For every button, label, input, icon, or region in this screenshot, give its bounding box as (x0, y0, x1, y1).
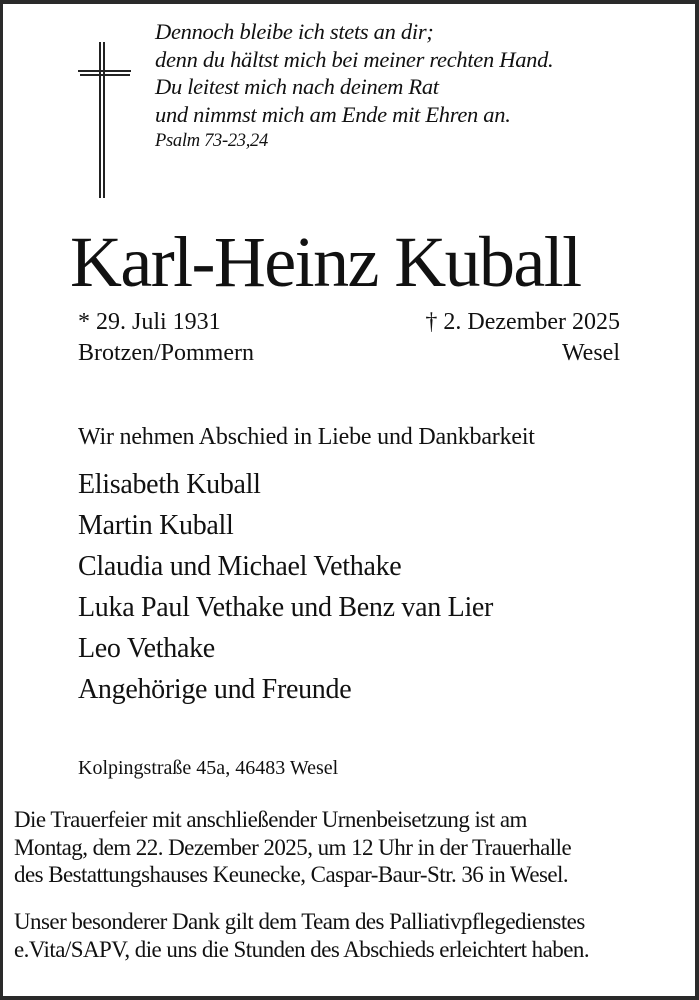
farewell-intro: Wir nehmen Abschied in Liebe und Dankbarkeit (78, 424, 535, 450)
thanks-line: Unser besonderer Dank gilt dem Team des Palliativpflegedienstes (14, 909, 585, 934)
mourner: Luka Paul Vethake und Benz van Lier (78, 592, 494, 623)
ceremony-line: Die Trauerfeier mit anschließender Urnenbeisetzung ist am (14, 807, 527, 832)
mourner: Leo Vethake (78, 633, 215, 664)
verse-line: Du leitest mich nach deinem Rat (155, 74, 439, 99)
verse-reference: Psalm 73-23,24 (155, 131, 268, 151)
mourner: Elisabeth Kuball (78, 469, 261, 500)
thanks-line: e.Vita/SAPV, die uns die Stunden des Abschieds erleichtert haben. (14, 936, 590, 962)
ceremony-info (14, 806, 571, 889)
ceremony-line: Montag, dem 22. Dezember 2025, um 12 Uhr in der Trauerhalle (14, 834, 572, 860)
mourner: Claudia und Michael Vethake (78, 551, 402, 582)
birth-date: * 29. Juli 1931 (78, 309, 221, 335)
family-address: Kolpingstraße 45a, 46483 Wesel (78, 757, 339, 779)
verse-line: Dennoch bleibe ich stets an dir; (155, 19, 434, 44)
birth-place: Brotzen/Pommern (78, 340, 254, 366)
death-place: Wesel (561, 340, 620, 366)
mourners-list (78, 464, 493, 710)
bible-verse (155, 18, 553, 154)
deceased-name: Karl-Heinz Kuball (70, 222, 581, 302)
death-date: † 2. Dezember 2025 (425, 309, 620, 335)
verse-line: denn du hältst mich bei meiner rechten Hand. (155, 46, 554, 72)
ceremony-line: des Bestattungshauses Keunecke, Caspar-Baur-Str. 36 in Wesel. (14, 862, 569, 887)
verse-line: und nimmst mich am Ende mit Ehren an. (155, 101, 511, 127)
thanks-note (14, 908, 589, 963)
mourner: Angehörige und Freunde (78, 674, 352, 705)
mourner: Martin Kuball (78, 510, 234, 541)
